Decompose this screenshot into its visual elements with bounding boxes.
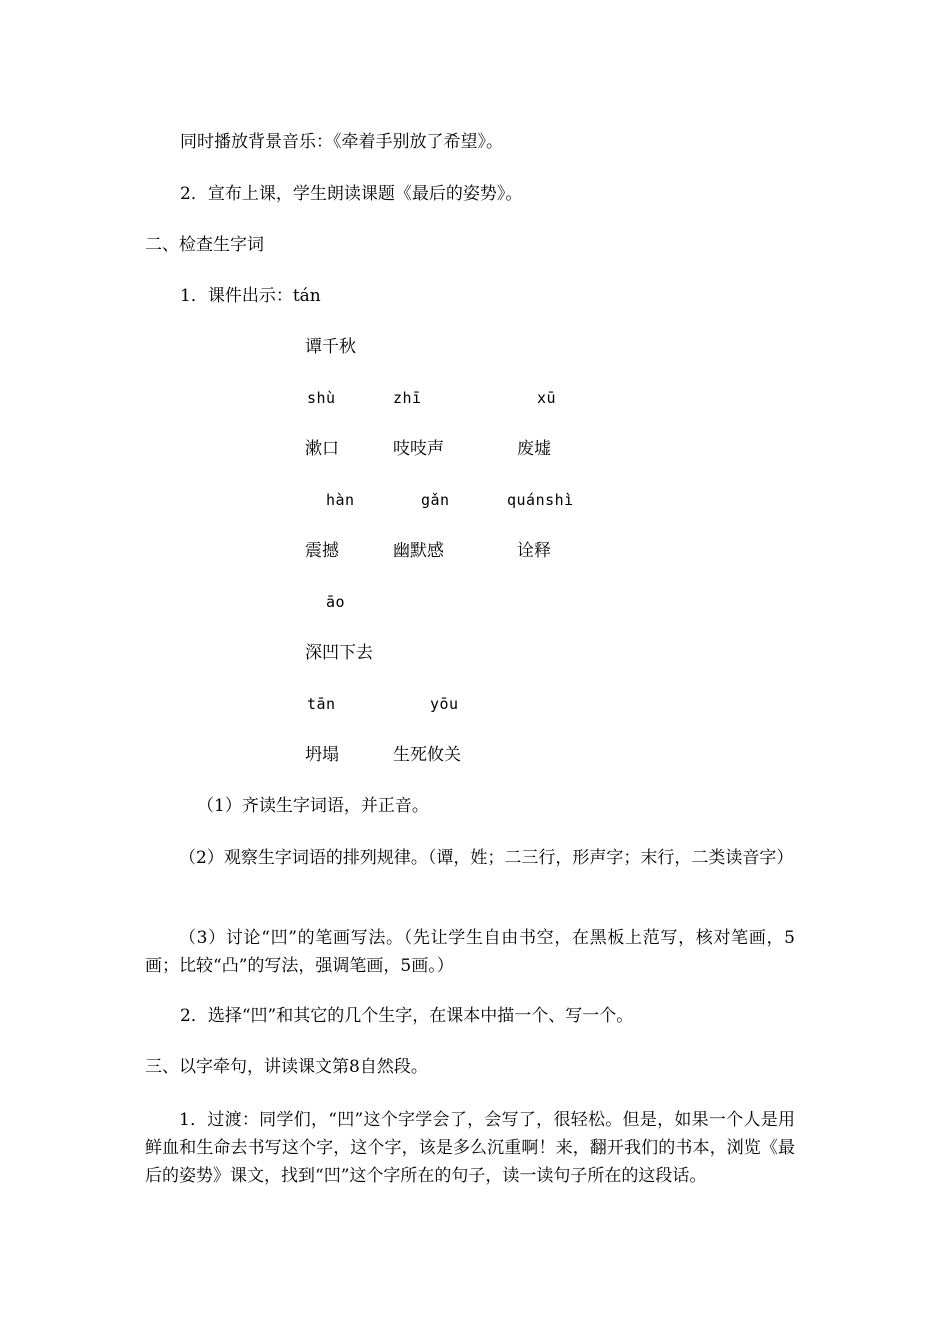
item-observe-pattern: （2）观察生字词语的排列规律。（谭，姓；二三行，形声字；末行，二类读音字） [179,848,794,868]
vocab-word: 坍塌 [305,745,339,765]
vocab-word: 生死攸关 [393,745,461,765]
pinyin: xū [537,389,557,407]
vocab-word: 废墟 [517,439,551,459]
vocab-word: 幽默感 [393,541,444,561]
vocab-word: 震撼 [305,541,339,561]
vocab-word: 谭千秋 [305,337,356,357]
step-trace-write: 2．选择“凹”和其它的几个生字，在课本中描一个、写一个。 [180,1006,634,1026]
vocab-word: 漱口 [305,439,339,459]
item-read-aloud: （1）齐读生字词语，并正音。 [197,796,429,816]
pinyin: yōu [430,695,459,713]
pinyin: hàn [326,491,355,509]
pinyin: āo [326,593,346,611]
section-heading-paragraph-8: 三、以字牵句，讲读课文第8自然段。 [145,1057,428,1077]
pinyin: tān [307,695,336,713]
vocab-word: 深凹下去 [305,643,373,663]
start-class-line: 2．宣布上课，学生朗读课题《最后的姿势》。 [180,184,523,204]
pinyin: zhī [393,389,422,407]
vocab-word: 诠释 [517,541,551,561]
transition-paragraph: 1．过渡：同学们，“凹”这个字学会了，会写了，很轻松。但是，如果一个人是用鲜血和生命去书写这个字，这个字，该是多么沉重啊！来，翻开我们的书本，浏览《最后的姿势》课文，找到“凹”这个字所在的句子，读一读句子所在的这段话。 [145,1110,795,1186]
pinyin: shù [307,389,336,407]
section-heading-check-words: 二、检查生字词 [145,235,264,255]
item-stroke-discussion: （3）讨论“凹”的笔画写法。（先让学生自由书空，在黑板上范写，核对笔画，5画；比较“凸”的写法，强调笔画，5画。） [145,928,795,976]
pinyin: gǎn [421,491,450,509]
vocab-word: 吱吱声 [393,439,444,459]
courseware-line: 1．课件出示：tán [180,286,321,306]
background-music-line: 同时播放背景音乐：《牵着手别放了希望》。 [180,132,503,152]
pinyin: quánshì [507,491,574,509]
